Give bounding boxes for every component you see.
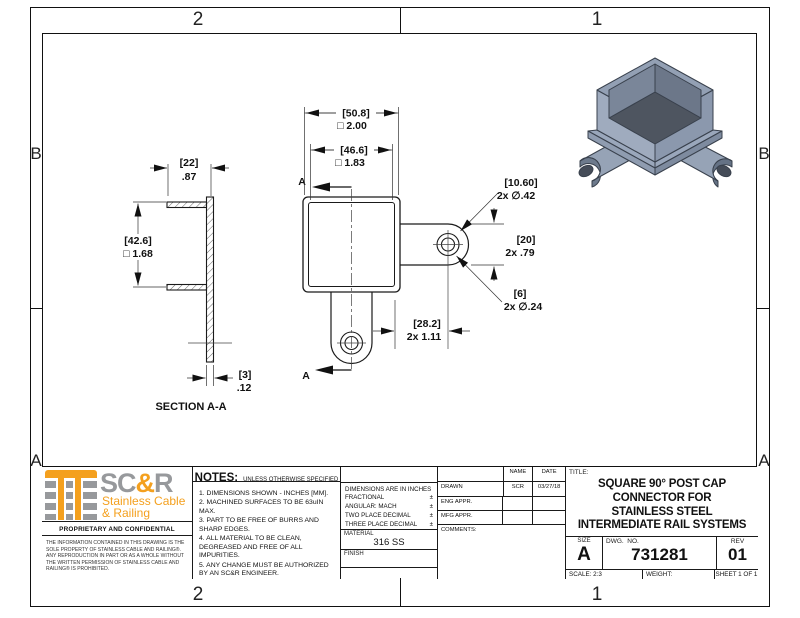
logo-sc: SC	[100, 468, 136, 498]
zone-left-b: B	[30, 144, 42, 163]
section-marker-bottom: A	[302, 370, 310, 382]
rev-label: REV	[730, 538, 745, 545]
dim-tab-mm: [20]	[516, 234, 536, 246]
tol-fractional: FRACTIONAL	[345, 494, 385, 502]
dwg-label: DWG. NO.	[606, 538, 639, 545]
title-line-2: CONNECTOR FOR	[612, 491, 712, 504]
size-value: A	[577, 544, 591, 565]
zone-tick-right	[757, 308, 770, 309]
weight-cell: WEIGHT:	[643, 570, 715, 579]
size-label: SIZE	[577, 538, 591, 544]
dim-inner-mm: [46.6]	[340, 144, 368, 157]
rev-cell	[717, 537, 758, 569]
dim-outer-in: □ 2.00	[337, 120, 367, 132]
dim-outer-mm: [50.8]	[342, 107, 370, 120]
dim-depth-in: .87	[181, 171, 197, 183]
tol-two-place: TWO PLACE DECIMAL	[345, 512, 411, 520]
zone-bottom-2: 2	[192, 584, 204, 605]
tol-pm-3: ±	[429, 512, 433, 520]
notes-qualifier: UNLESS OTHERWISE SPECIFIED	[243, 477, 339, 483]
legal-text: THE INFORMATION CONTAINED IN THIS DRAWING IS THE SOLE PROPERTY OF STAINLESS CABLE AND RAILING®. ANY REPRODUCTION IN PART OR AS A WHOLE WITHOUT THE WRITTEN PERMISSION OF STAINLESS CABLE AND RAILING® IS PROHIBITED.	[46, 540, 185, 572]
dim-thick-lines	[187, 365, 233, 386]
empty-box	[341, 567, 437, 579]
dim-tab-in: 2x .79	[505, 247, 535, 259]
section-label: SECTION A-A	[155, 401, 227, 413]
tolerance-box	[341, 482, 437, 529]
note-4: 4. ALL MATERIAL TO BE CLEAN, DEGREASED AND FREE OF ALL IMPURITIES.	[199, 535, 303, 560]
logo-tagline-1: Stainless Cable	[102, 494, 186, 508]
title-line-4: INTERMEDIATE RAIL SYSTEMS	[577, 519, 747, 532]
notes-header	[193, 467, 340, 482]
section-profile	[167, 197, 214, 362]
zone-tick-bottom	[400, 578, 401, 607]
approvals-header-row	[438, 467, 565, 482]
logo-r: R	[154, 468, 173, 498]
dim-hole-in: 2x ∅.24	[503, 301, 543, 313]
eng-appr-date	[533, 497, 565, 510]
proprietary-banner: PROPRIETARY AND CONFIDENTIAL	[42, 521, 192, 536]
notes-list	[193, 482, 340, 579]
title-block	[565, 467, 757, 579]
comments-cell: COMMENTS:	[441, 527, 477, 533]
isometric-view	[577, 58, 733, 187]
mfg-appr-name	[503, 511, 533, 524]
size-dwg-rev-row	[566, 536, 758, 569]
front-view	[298, 106, 542, 383]
rev-value: 01	[728, 545, 747, 564]
title-label: TITLE:	[569, 469, 589, 476]
note-3: 3. PART TO BE FREE OF BURRS AND SHARP EDGES.	[199, 517, 319, 533]
zone-tick-left	[30, 308, 42, 309]
size-cell	[566, 537, 603, 569]
dim-offset-mm: [28.2]	[413, 318, 441, 330]
section-marker-top: A	[298, 176, 306, 188]
approvals-table	[437, 467, 565, 579]
tol-pm-1: ±	[429, 494, 433, 502]
drawn-name: SCR	[504, 482, 534, 496]
dim-thick-mm: [3]	[238, 369, 252, 381]
dim-hole-mm: [6]	[513, 288, 527, 300]
title-line-3: STAINLESS STEEL	[611, 505, 713, 518]
col-name: NAME	[504, 467, 534, 481]
leader-hole	[457, 256, 503, 302]
section-view	[113, 157, 251, 413]
logo-wordmark	[100, 470, 173, 497]
eng-appr-name	[503, 497, 533, 510]
tolerance-column	[340, 467, 437, 579]
drawing-views	[42, 33, 757, 466]
dim-boss-in: 2x ∅.42	[496, 190, 536, 202]
material-box	[341, 529, 437, 549]
dim-depth-mm: [22]	[179, 157, 199, 169]
logo-amp: &	[135, 468, 155, 498]
dim-inner-in: □ 1.83	[335, 157, 365, 169]
note-2: 2. MACHINED SURFACES TO BE 63uIN MAX.	[199, 499, 324, 515]
dim-offset-in: 2x 1.11	[406, 331, 442, 343]
drawn-date: 03/27/18	[537, 484, 561, 490]
material-label: MATERIAL	[344, 531, 374, 537]
dwg-cell	[603, 537, 717, 569]
drawn-label: DRAWN	[438, 482, 504, 496]
scale-cell: SCALE: 2:3	[566, 570, 643, 579]
notes-title: NOTES:	[194, 472, 239, 484]
zone-tick-top	[400, 7, 401, 33]
dim-height-in: □ 1.68	[123, 248, 153, 260]
scale-row	[566, 569, 758, 579]
row-mfg-appr	[438, 511, 565, 525]
row-eng-appr	[438, 497, 565, 511]
zone-right-b: B	[758, 144, 770, 163]
material-value: 316 SS	[373, 537, 405, 548]
dim-thick-in: .12	[236, 382, 252, 394]
dim-height-mm: [42.6]	[124, 235, 152, 247]
tol-pm-4: ±	[429, 521, 433, 529]
tol-three-place: THREE PLACE DECIMAL	[345, 521, 418, 529]
tol-pm-2: ±	[429, 503, 433, 511]
finish-box	[341, 549, 437, 567]
note-5: 5. ANY CHANGE MUST BE AUTHORIZED BY AN SC&R ENGINEER.	[199, 561, 329, 578]
logo-tagline-2: & Railing	[102, 506, 151, 520]
leader-boss	[461, 193, 499, 231]
zone-bottom-1: 1	[591, 584, 603, 605]
finish-label: FINISH	[344, 551, 364, 557]
eng-appr-label: ENG APPR.	[438, 497, 503, 510]
mfg-appr-label: MFG APPR.	[438, 511, 503, 524]
zone-left-a: A	[30, 451, 42, 470]
dim-boss-mm: [10.60]	[504, 177, 538, 189]
title-line-1: SQUARE 90° POST CAP	[598, 478, 726, 490]
zone-top-1: 1	[591, 9, 603, 30]
zone-top-2: 2	[192, 9, 204, 30]
tolerance-title: DIMENSIONS ARE IN INCHES	[345, 486, 432, 493]
drawing-title	[566, 478, 758, 533]
logo-block	[42, 467, 193, 579]
mfg-appr-date	[533, 511, 565, 524]
col-date: DATE	[541, 469, 557, 475]
dim-tab-lines	[471, 208, 504, 281]
zone-right-a: A	[758, 451, 770, 470]
title-strip	[42, 466, 757, 578]
tol-angular: ANGULAR: MACH	[345, 503, 397, 511]
sheet-cell: SHEET 1 OF 1	[715, 571, 758, 578]
note-1: 1. DIMENSIONS SHOWN - INCHES [MM].	[199, 490, 329, 497]
row-drawn	[438, 482, 565, 497]
dwg-number: 731281	[631, 545, 688, 564]
logo-railing-icon	[45, 470, 97, 520]
